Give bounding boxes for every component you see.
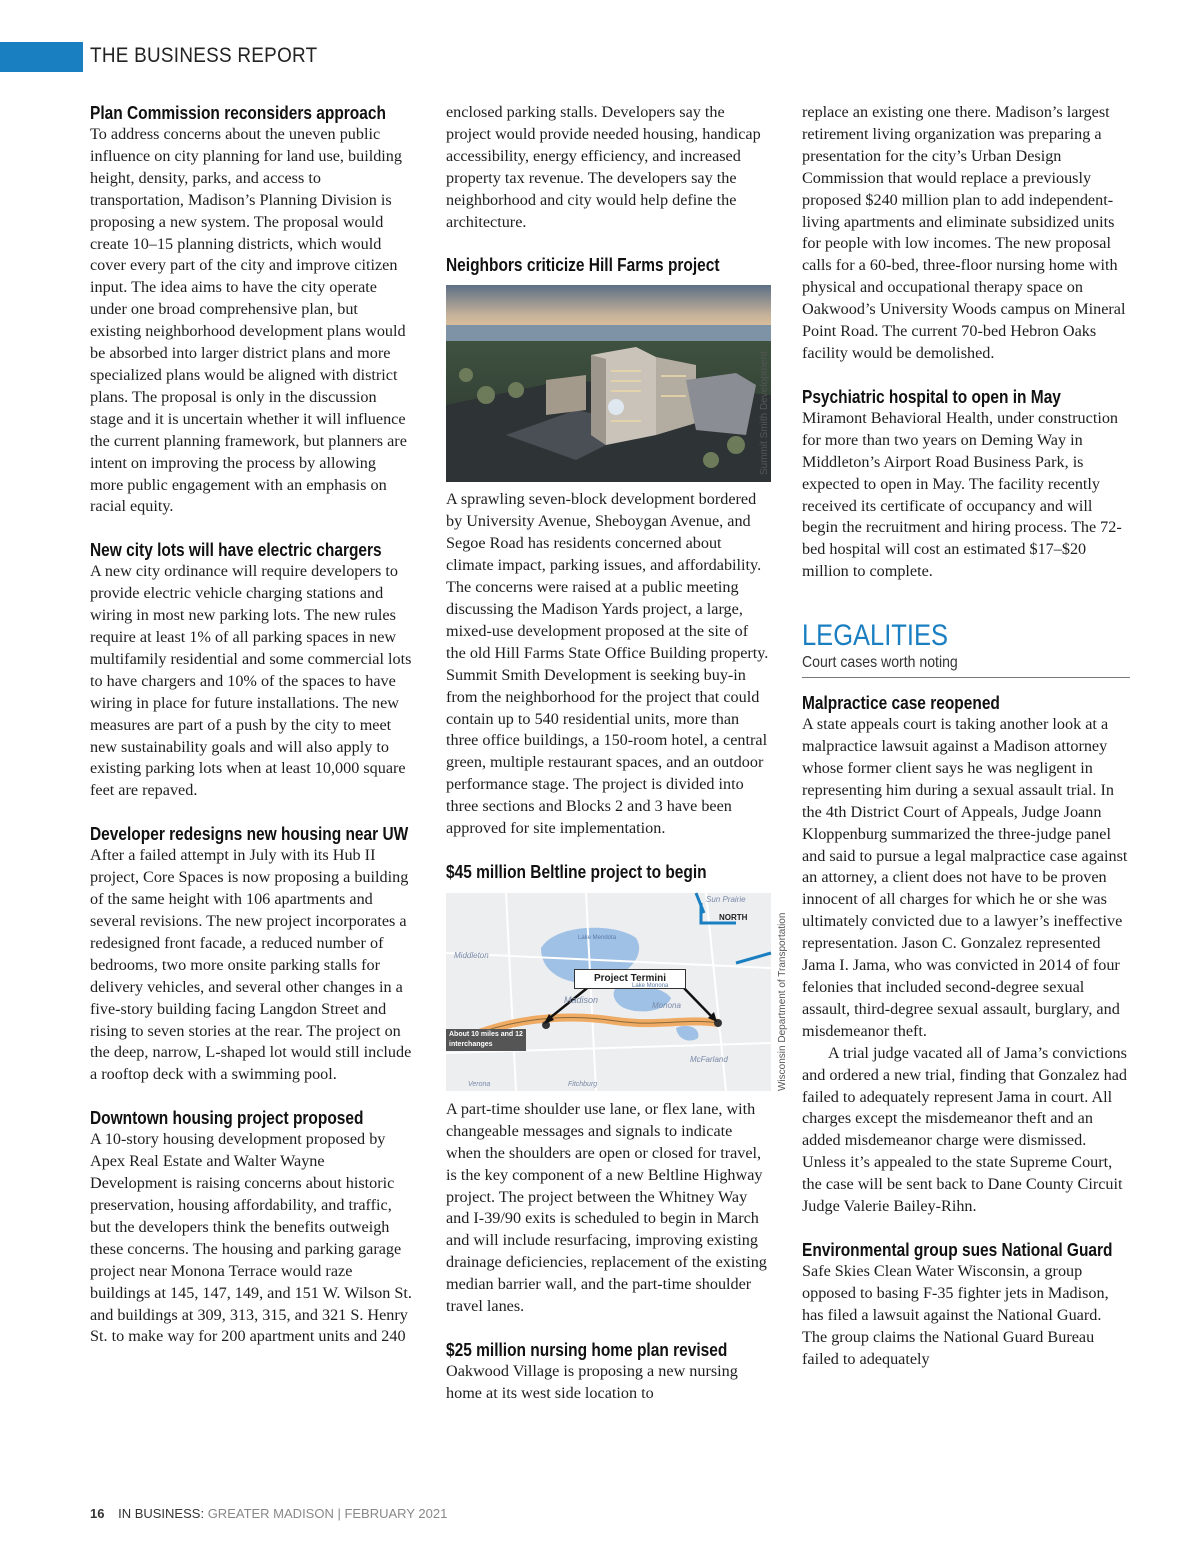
article-title: Neighbors criticize Hill Farms project (446, 255, 720, 276)
photo-credit: Summit Smith Development (759, 351, 770, 476)
map-place-label: McFarland (690, 1054, 728, 1064)
legalities-subheading: Court cases worth noting (802, 654, 958, 672)
beltline-project-map (446, 893, 788, 1091)
article-title: New city lots will have electric chargers (90, 540, 382, 561)
article-title: Plan Commission reconsiders approach (90, 103, 386, 123)
map-place-label: Fitchburg (568, 1080, 598, 1088)
map-place-label: Middleton (454, 950, 489, 960)
article-body-continued: enclosed parking stalls. Developers say the project would provide needed housing, handicap accessibility, energy efficiency, and increased property tax revenue. The developers say the neighborhood and city would help define the architecture. (446, 103, 761, 231)
article-title: Downtown housing project proposed (90, 1108, 364, 1129)
map-place-label: Sun Prairie (706, 894, 746, 904)
map-place-label: Lake Monona (632, 982, 669, 989)
legalities-heading: LEGALITIES (802, 619, 948, 653)
article-title: $25 million nursing home plan revised (446, 1340, 728, 1360)
article-body-continued: replace an existing one there. Madison’s largest retirement living organization was preparing a presentation for the city’s Urban Design Commission that would replace a previously proposed $240 million plan to add independent-living apartments and eliminate subsidized units for people with low incomes. The new proposal calls for a 60-bed, three-floor nursing home with physical and occupational therapy space on Oakwood’s University Woods campus on Mineral Point Road. The current 70-bed Hebron Oaks facility would be demolished. (802, 103, 1126, 362)
article-body: Safe Skies Clean Water Wisconsin, a group opposed to basing F-35 fighter jets in Madison, has filed a lawsuit against the National Guard. The group claims the National Guard Bureau failed to adequately (802, 1261, 1109, 1368)
map-place-label: Madison (564, 994, 599, 1005)
article-title: Environmental group sues National Guard (802, 1239, 1113, 1260)
project-termini-label: Project Termini (574, 969, 686, 989)
article-body: After a failed attempt in July with its Hub II project, Core Spaces is now proposing a building of the same height with 106 apartments and several revisions. The new project incorporates a redesigned front facade, a reduced number of bedrooms, two more onsite parking stalls for delivery vehicles, and several other changes in a five-story building facing Langdon Street and rising to seven stories at the rear. The project on the deep, narrow, L-shaped lot would still include a rooftop deck with a swimming pool. (90, 846, 412, 1084)
section-divider (802, 677, 1130, 678)
article-title: Psychiatric hospital to open in May (802, 386, 1061, 407)
article-body: A part-time shoulder use lane, or flex lane, with changeable messages and signals to indicate when the shoulders are open or closed for travel, is the key component of a new Beltline Highway project. The project between the Whitney Way and I-39/90 exits is scheduled to begin in March and will include resurfacing, improving existing drainage deficiencies, replacement of the existing median barrier wall, and the part-time shoulder travel lanes. (446, 1099, 767, 1316)
map-credit: Wisconsin Department of Transportation (777, 912, 788, 1091)
column-3 (802, 102, 1130, 1371)
section-title: THE BUSINESS REPORT (90, 44, 318, 67)
page-footer (90, 1506, 447, 1521)
map-place-label: Verona (468, 1080, 491, 1088)
column-1 (90, 102, 412, 1348)
article-body: A sprawling seven-block development bordered by University Avenue, Sheboygan Avenue, and Segoe Road has residents concerned about climate impact, parking issues, and affordability. The concerns were raised at a public meeting discussing the Madison Yards project, a large, mixed-use development proposed at the site of the old Hill Farms State Office Building property. Summit Smith Development is seeking buy-in from the neighborhood for the project that could contain up to 540 residential units, more than three office buildings, a 150-room hotel, a central green, multiple restaurant spaces, and an outdoor performance stage. The project is divided into three sections and Blocks 2 and 3 have been approved for site implementation. (446, 490, 769, 838)
column-2 (446, 102, 788, 1405)
article-title: Developer redesigns new housing near UW (90, 824, 409, 845)
article-body: Miramont Behavioral Health, under construction for more than two years on Deming Way in Middleton’s Airport Road Business Park, is expected to open in May. The facility recently received its certificate of occupancy and will begin the recruitment and hiring process. The 72-bed hospital will cost an estimated $17–$20 million to complete. (802, 408, 1122, 581)
article-title: Malpractice case reopened (802, 693, 1000, 714)
page-number: 16 (90, 1506, 105, 1521)
article-body: A trial judge vacated all of Jama’s convictions and ordered a new trial, finding that Gonzalez had failed to adequately represent Jama in court. All charges except the misdemeanor theft and an added misdemeanor charge were dismissed. Unless it’s appealed to the state Supreme Court, the case will be sent back to Dane County Circuit Judge Valerie Bailey-Rihn. (802, 1043, 1127, 1216)
map-place-label: Monona (652, 1000, 681, 1010)
north-arrow: NORTH (719, 912, 748, 922)
header-accent-bar (0, 42, 83, 72)
map-callout: About 10 miles and 12 interchanges (446, 1029, 526, 1051)
article-body: To address concerns about the uneven public influence on city planning for land use, building height, density, parks, and access to transportation, Madison’s Planning Division is proposing a new system. The proposal would create 10–15 planning districts, which would cover every part of the city and improve citizen input. The idea aims to have the city operate under one broad comprehensive plan, but existing neighborhood development plans would be absorbed into larger district plans and more specialized plans would be aligned with district plans. The proposal is only in the discussion stage and it is uncertain whether it will influence the current planning framework, but planners are intent on improving the process by allowing more public engagement with an emphasis on racial equity. (90, 125, 407, 516)
magazine-name: IN BUSINESS: (118, 1506, 205, 1521)
article-body: A state appeals court is taking another look at a malpractice lawsuit against a Madison attorney whose former client says he was negligent in representing him during a sexual assault trial. In the 4th District Court of Appeals, Judge Joann Kloppenburg summarized the three-judge panel and said to pursue a legal malpractice case against an attorney, a client does not have to be proven innocent of all charges for which he or she was ultimately convicted due to a lawyer’s ineffective representation. Jason C. Gonzalez represented Jama I. Jama, who was convicted in 2014 of four felonies that included second-degree sexual assault, third-degree sexual assault, burglary, and misdemeanor theft. (802, 715, 1128, 1040)
aerial-rendering-image (446, 285, 771, 482)
hill-farms-rendering (446, 285, 771, 482)
article-body: A 10-story housing development proposed by Apex Real Estate and Walter Wayne Development is raising concerns about historic preservation, housing affordability, and traffic, but the developers think the benefits outweigh these concerns. The housing and parking garage project near Monona Terrace would raze buildings at 145, 147, 149, and 151 W. Wilson St. and buildings at 309, 313, 315, and 321 S. Henry St. to make way for 200 apartment units and 240 (90, 1130, 412, 1346)
article-title: $45 million Beltline project to begin (446, 861, 707, 882)
article-body: A new city ordinance will require developers to provide electric vehicle charging stations and wiring in most new parking lots. The new rules require at least 1% of all parking spaces in new multifamily residential and some commercial lots to have chargers and 10% of the spaces to have wiring in place for future installations. The new measures are part of a push by the city to meet new sustainability goals and will also apply to existing parking lots when at least 10,000 square feet are repaved. (90, 562, 412, 800)
map-place-label: Lake Mendota (578, 934, 617, 941)
issue-info: GREATER MADISON | FEBRUARY 2021 (207, 1506, 448, 1521)
article-body: Oakwood Village is proposing a new nursing home at its west side location to (446, 1362, 738, 1402)
